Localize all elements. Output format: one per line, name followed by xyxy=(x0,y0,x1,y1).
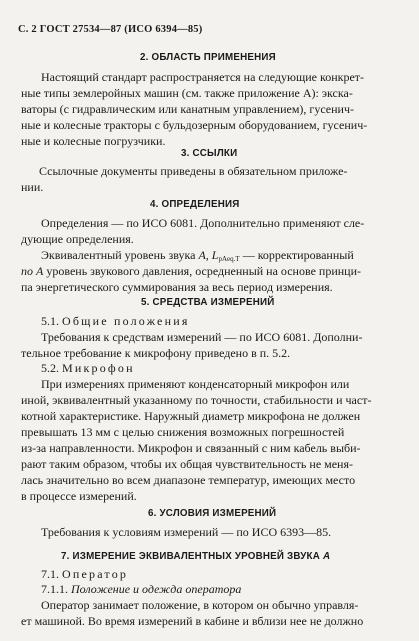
subsection-title: Общие положения xyxy=(62,314,190,328)
section-5-line: тельное требование к микрофону приведено в п. 5.2. xyxy=(21,346,291,360)
section-7-heading-text: 7. ИЗМЕРЕНИЕ ЭКВИВАЛЕНТНЫХ УРОВНЕЙ ЗВУКА xyxy=(61,551,323,562)
section-5-line: лась значительно во всем диапазоне температур, имеющих место xyxy=(21,473,356,487)
subsection-5-2-heading xyxy=(41,361,135,376)
section-3-heading: 3. ССЫЛКИ xyxy=(181,148,238,159)
section-5-line: котной характеристике. Наружный диаметр микрофона не должен xyxy=(21,409,361,423)
section-5-line: иной, эквивалентный указанному по точности, стабильности и част- xyxy=(21,393,372,407)
definition-a-symbol: по А xyxy=(21,264,44,278)
definition-text: уровень звукового давления, осредненный на основе принци- xyxy=(43,264,361,278)
section-5-heading: 5. СРЕДСТВА ИЗМЕРЕНИЙ xyxy=(141,297,275,308)
section-6-line: Требования к условиям измерений — по ИСО 6393—85. xyxy=(41,525,332,539)
definition-a-symbol: А, xyxy=(198,248,209,262)
definition-line xyxy=(21,264,361,279)
subsection-number: 7.1.1. xyxy=(41,582,71,596)
section-3-line: нии. xyxy=(21,180,44,194)
subsection-7-1-1-heading xyxy=(41,582,241,597)
definition-l-symbol: L xyxy=(208,248,219,262)
section-7-heading xyxy=(61,551,330,562)
definition-line: па энергетического суммирования за весь период измерения. xyxy=(21,280,333,294)
section-6-heading: 6. УСЛОВИЯ ИЗМЕРЕНИЙ xyxy=(148,508,277,519)
section-7-line: ет машиной. Во время измерений в кабине и вблизи нее не должно xyxy=(21,614,364,628)
section-7-line: Оператор занимает положение, в котором он обычно управля- xyxy=(41,598,359,612)
section-2-heading: 2. ОБЛАСТЬ ПРИМЕНЕНИЯ xyxy=(140,52,276,63)
section-5-line: превышать 13 мм с целью снижения возможных погрешностей xyxy=(21,425,345,439)
section-5-line: в процессе измерений. xyxy=(21,489,137,503)
subsection-title: Оператор xyxy=(62,567,129,581)
section-4-heading: 4. ОПРЕДЕЛЕНИЯ xyxy=(150,199,240,210)
definition-subscript: pAeq.T xyxy=(218,255,240,263)
subsection-title: Положение и одежда оператора xyxy=(71,582,242,596)
section-2-line: ные и колесные тракторы с бульдозерным оборудованием, гусенич- xyxy=(21,118,368,132)
section-2-line: ные типы землеройных машин (см. также приложение А): экска- xyxy=(21,86,353,100)
subsection-7-1-heading xyxy=(41,567,128,582)
section-5-line: из-за направленности. Микрофон и связанный с ним кабель выби- xyxy=(21,441,361,455)
section-5-line: рают таким образом, чтобы их общая чувствительность не меня- xyxy=(21,457,353,471)
definition-text: — корректированный xyxy=(239,248,354,262)
subsection-number: 5.1. xyxy=(41,314,62,328)
subsection-title: Микрофон xyxy=(62,361,135,375)
section-2-line: Настоящий стандарт распространяется на следующие конкрет- xyxy=(41,70,365,84)
definition-line xyxy=(41,248,354,263)
subsection-number: 7.1. xyxy=(41,567,62,581)
subsection-number: 5.2. xyxy=(41,361,62,375)
section-4-line: дующие определения. xyxy=(21,232,134,246)
section-7-heading-a-symbol: А xyxy=(322,551,331,562)
section-4-line: Определения — по ИСО 6081. Дополнительно применяют сле- xyxy=(41,216,365,230)
section-3-line: Ссылочные документы приведены в обязательном приложе- xyxy=(39,164,348,178)
running-header: С. 2 ГОСТ 27534—87 (ИСО 6394—85) xyxy=(18,24,203,35)
section-5-line: Требования к средствам измерений — по ИСО 6081. Дополни- xyxy=(41,330,363,344)
definition-term: Эквивалентный уровень звука xyxy=(41,248,199,262)
section-2-line: ные и колесные погрузчики. xyxy=(21,134,166,148)
section-5-line: При измерениях применяют конденсаторный микрофон или xyxy=(41,377,350,391)
section-2-line: ваторы (с гидравлическим или канатным управлением), гусенич- xyxy=(21,102,355,116)
subsection-5-1-heading xyxy=(41,314,190,329)
